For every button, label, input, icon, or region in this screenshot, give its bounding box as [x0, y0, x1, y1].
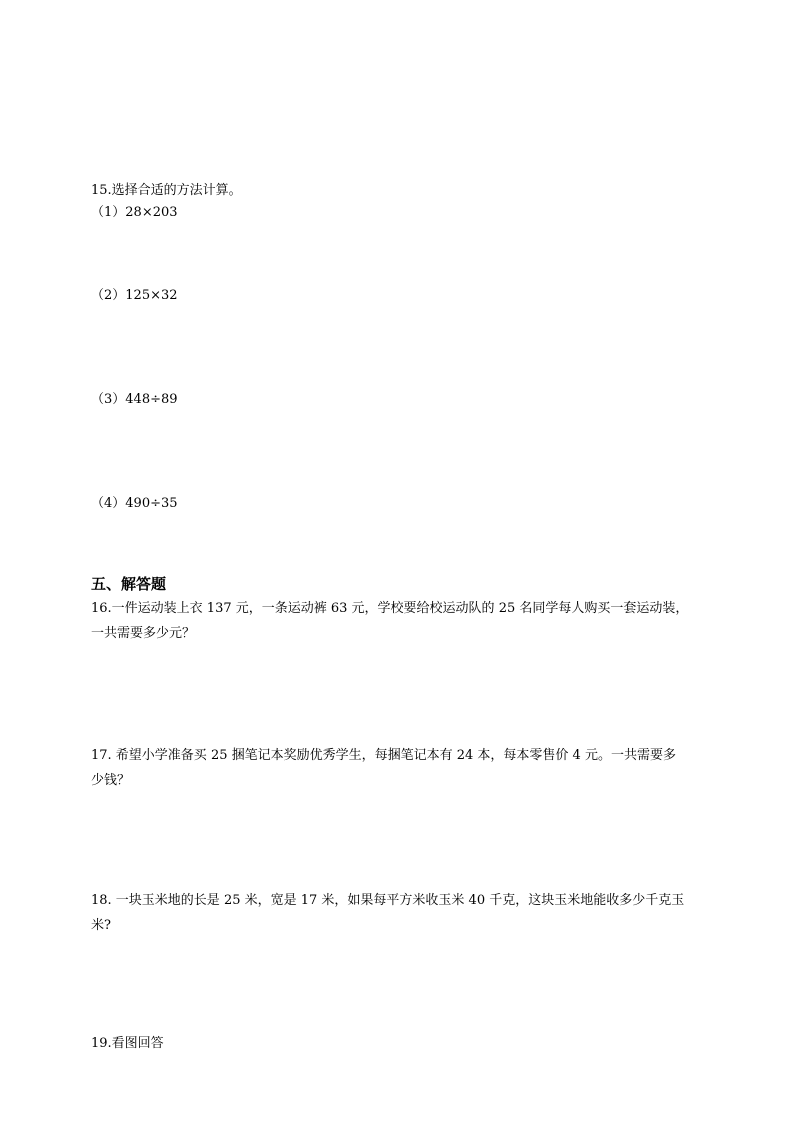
- question-17-line-2: 少钱？: [91, 773, 131, 788]
- question-18-line-1: 18. 一块玉米地的长是 25 米，宽是 17 米，如果每平方米收玉米 40 千克，这块玉米地能收多少千克玉: [91, 893, 685, 908]
- question-17-line-1: 17. 希望小学准备买 25 捆笔记本奖励优秀学生，每捆笔记本有 24 本，每本零售价 4 元。一共需要多: [91, 748, 676, 763]
- question-15-item-3: （3）448÷89: [91, 392, 178, 407]
- question-15-item-4: （4）490÷35: [91, 496, 178, 511]
- question-16-line-1: 16.一件运动装上衣 137 元，一条运动裤 63 元，学校要给校运动队的 25 名同学每人购买一套运动装，: [91, 601, 689, 616]
- question-15-item-2: （2）125×32: [91, 288, 178, 303]
- section-5-heading: 五、解答题: [91, 575, 167, 593]
- question-18: [91, 888, 706, 938]
- question-18-line-2: 米?: [91, 918, 111, 933]
- question-16: [91, 596, 706, 646]
- question-19-title: 19.看图回答: [91, 1036, 164, 1051]
- question-16-line-2: 一共需要多少元？: [91, 626, 196, 641]
- question-17: [91, 743, 706, 793]
- question-15-item-1: （1）28×203: [91, 205, 178, 220]
- question-15-title: 15.选择合适的方法计算。: [91, 183, 242, 198]
